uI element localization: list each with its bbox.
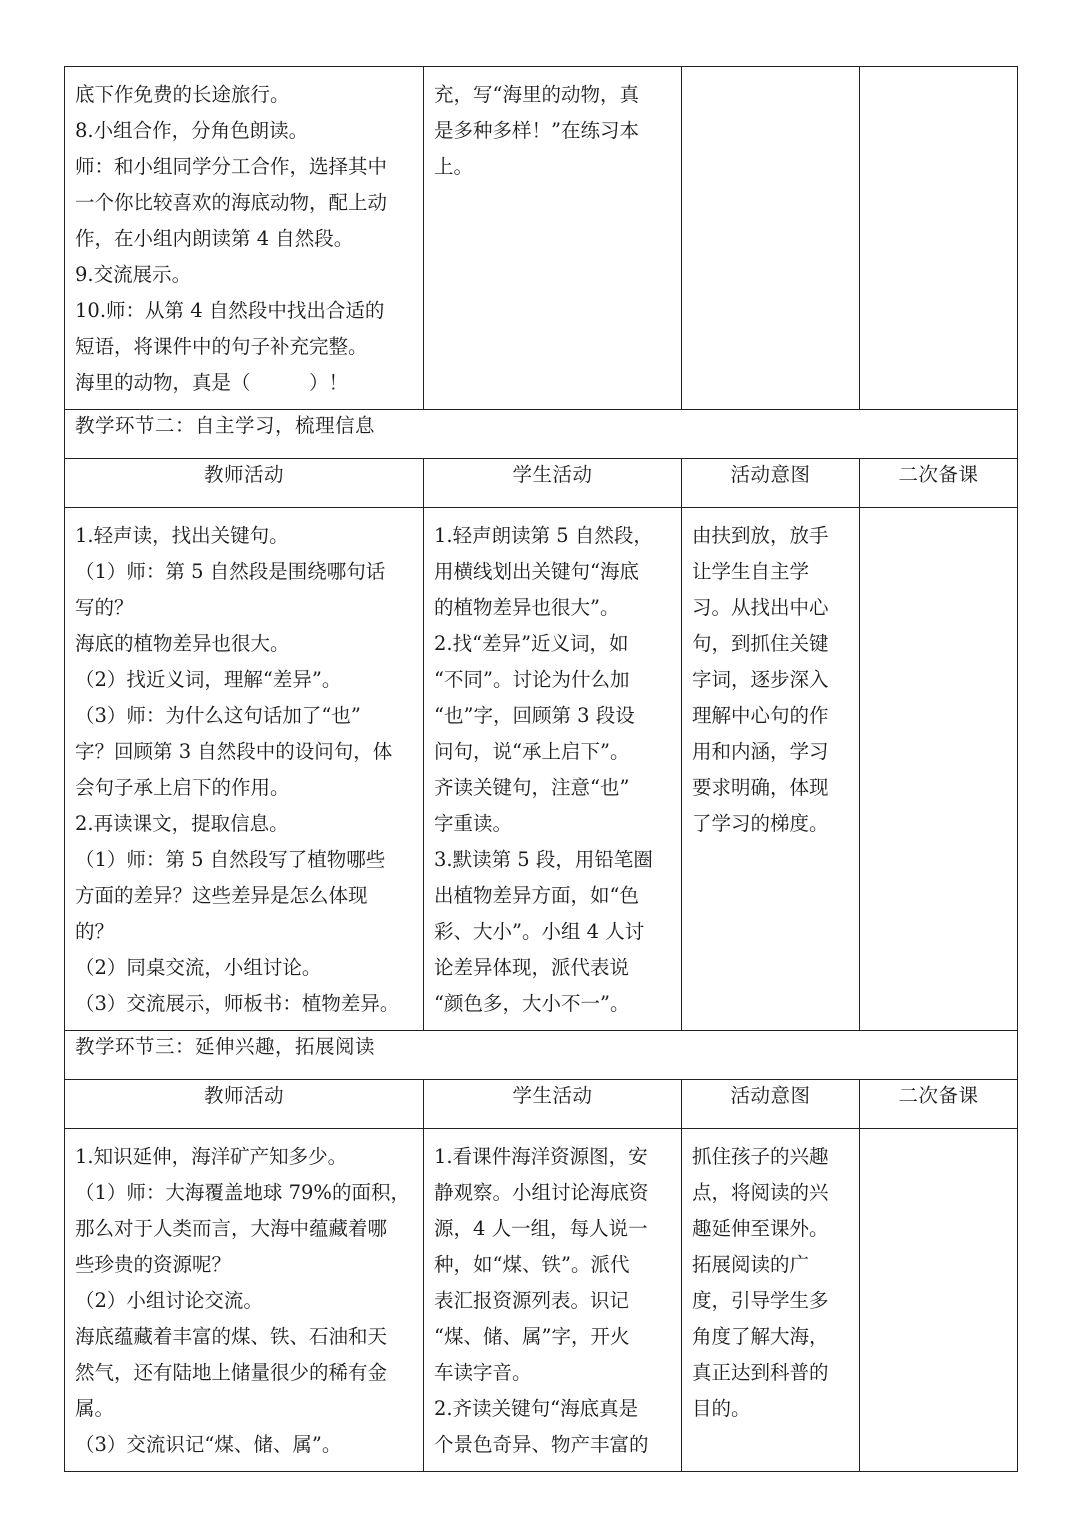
text-line: 上。 [434,155,474,178]
text-line: 齐读关键句，注意“也” [434,776,630,799]
text-line: 字词，逐步深入 [692,668,829,691]
activity-intent-cell [682,1129,860,1472]
text-line: “不同”。讨论为什么加 [434,668,630,691]
lesson-plan-table [64,66,1018,1472]
section-title-row [65,1031,1018,1080]
continued-row [65,67,1018,410]
teacher-activity-cell [65,1129,424,1472]
column-header-row [65,1080,1018,1129]
text-line: 海底的植物差异也很大。 [75,632,290,655]
text-line: 些珍贵的资源呢？ [75,1253,232,1276]
header-teacher-activity: 教师活动 [203,1084,284,1107]
text-line: 8.小组合作，分角色朗读。 [75,119,309,142]
text-line: 3.默读第 5 段，用铅笔圈 [434,848,653,871]
text-line: 静观察。小组讨论海底资 [434,1181,649,1204]
text-line: 用和内涵，学习 [692,740,829,763]
student-activity-cell [424,67,682,410]
text-line: 方面的差异？这些差异是怎么体现 [75,884,368,907]
text-line: （3）交流展示，师板书：植物差异。 [75,992,400,1015]
text-line: 由扶到放，放手 [692,524,829,547]
text-line: 2.齐读关键句“海底真是 [434,1397,639,1420]
text-line: 海里的动物，真是（ ）！ [75,371,349,394]
header-student-activity: 学生活动 [512,463,593,486]
section2-content-row [65,508,1018,1031]
text-line: 1.看课件海洋资源图，安 [434,1145,648,1168]
header-student-activity: 学生活动 [512,1084,593,1107]
header-teacher-activity: 教师活动 [203,463,284,486]
text-line: （1）师：第 5 自然段写了植物哪些 [75,848,386,871]
text-line: 1.知识延伸，海洋矿产知多少。 [75,1145,348,1168]
text-line: 让学生自主学 [692,560,810,583]
text-line: 字？回顾第 3 自然段中的设问句，体 [75,740,393,763]
header-activity-intent: 活动意图 [730,463,811,486]
text-line: 源，4 人一组，每人说一 [434,1217,648,1240]
text-line: 趣延伸至课外。 [692,1217,829,1240]
text-line: 2.找“差异”近义词，如 [434,632,629,655]
text-line: “煤、储、属”字，开火 [434,1325,630,1348]
text-line: 目的。 [692,1397,751,1420]
text-line: 问句，说“承上启下”。 [434,740,630,763]
section2-title: 教学环节二：自主学习，梳理信息 [75,414,376,437]
text-line: 属。 [75,1397,115,1420]
text-line: 表汇报资源列表。识记 [434,1289,630,1312]
text-line: “颜色多，大小不一”。 [434,992,630,1015]
text-line: 种，如“煤、铁”。派代 [434,1253,630,1276]
column-header-row [65,459,1018,508]
second-prep-cell [860,1129,1018,1472]
section-title-row [65,410,1018,459]
text-line: 角度了解大海， [692,1325,829,1348]
text-line: 10.师：从第 4 自然段中找出合适的 [75,299,385,322]
text-line: 点，将阅读的兴 [692,1181,829,1204]
text-line: 用横线划出关键句“海底 [434,560,639,583]
text-line: 是多种多样！”在练习本 [434,119,639,142]
header-second-prep: 二次备课 [898,1084,979,1107]
text-line: 度，引导学生多 [692,1289,829,1312]
text-line: 2.再读课文，提取信息。 [75,812,289,835]
text-line: 要求明确，体现 [692,776,829,799]
activity-intent-cell [682,508,860,1031]
text-line: 出植物差异方面，如“色 [434,884,639,907]
text-line: 真正达到科普的 [692,1361,829,1384]
header-activity-intent: 活动意图 [730,1084,811,1107]
text-line: 字重读。 [434,812,513,835]
text-line: 充，写“海里的动物，真 [434,83,639,106]
text-line: 海底蕴藏着丰富的煤、铁、石油和天 [75,1325,388,1348]
text-line: 会句子承上启下的作用。 [75,776,290,799]
teacher-activity-cell [65,67,424,410]
text-line: （3）交流识记“煤、储、属”。 [75,1433,342,1456]
second-prep-cell [860,508,1018,1031]
text-line: 彩、大小”。小组 4 人讨 [434,920,645,943]
text-line: 短语，将课件中的句子补充完整。 [75,335,368,358]
text-line: 然气，还有陆地上储量很少的稀有金 [75,1361,388,1384]
text-line: （1）师：大海覆盖地球 79%的面积， [75,1181,410,1204]
teacher-activity-cell [65,508,424,1031]
second-prep-cell [860,67,1018,410]
text-line: 论差异体现，派代表说 [434,956,630,979]
text-line: 写的？ [75,596,134,619]
text-line: 1.轻声朗读第 5 自然段， [434,524,653,547]
text-line: 理解中心句的作 [692,704,829,727]
text-line: （2）小组讨论交流。 [75,1289,263,1312]
text-line: 的植物差异也很大”。 [434,596,620,619]
header-second-prep: 二次备课 [898,463,979,486]
text-line: 底下作免费的长途旅行。 [75,83,290,106]
text-line: 车读字音。 [434,1361,532,1384]
text-line: 个景色奇异、物产丰富的 [434,1433,649,1456]
student-activity-cell [424,508,682,1031]
text-line: （1）师：第 5 自然段是围绕哪句话 [75,560,386,583]
text-line: 那么对于人类而言，大海中蕴藏着哪 [75,1217,388,1240]
text-line: 作，在小组内朗读第 4 自然段。 [75,227,354,250]
text-line: 了学习的梯度。 [692,812,829,835]
text-line: 句，到抓住关键 [692,632,829,655]
text-line: 9.交流展示。 [75,263,192,286]
text-line: （2）同桌交流，小组讨论。 [75,956,322,979]
text-line: 拓展阅读的广 [692,1253,810,1276]
text-line: 习。从找出中心 [692,596,829,619]
text-line: 1.轻声读，找出关键句。 [75,524,289,547]
text-line: 抓住孩子的兴趣 [692,1145,829,1168]
section3-content-row [65,1129,1018,1472]
text-line: 一个你比较喜欢的海底动物，配上动 [75,191,388,214]
text-line: （2）找近义词，理解“差异”。 [75,668,342,691]
text-line: （3）师：为什么这句话加了“也” [75,704,361,727]
text-line: 师：和小组同学分工合作，选择其中 [75,155,388,178]
section3-title: 教学环节三：延伸兴趣，拓展阅读 [75,1035,376,1058]
activity-intent-cell [682,67,860,410]
text-line: 的？ [75,920,115,943]
student-activity-cell [424,1129,682,1472]
text-line: “也”字，回顾第 3 段设 [434,704,635,727]
